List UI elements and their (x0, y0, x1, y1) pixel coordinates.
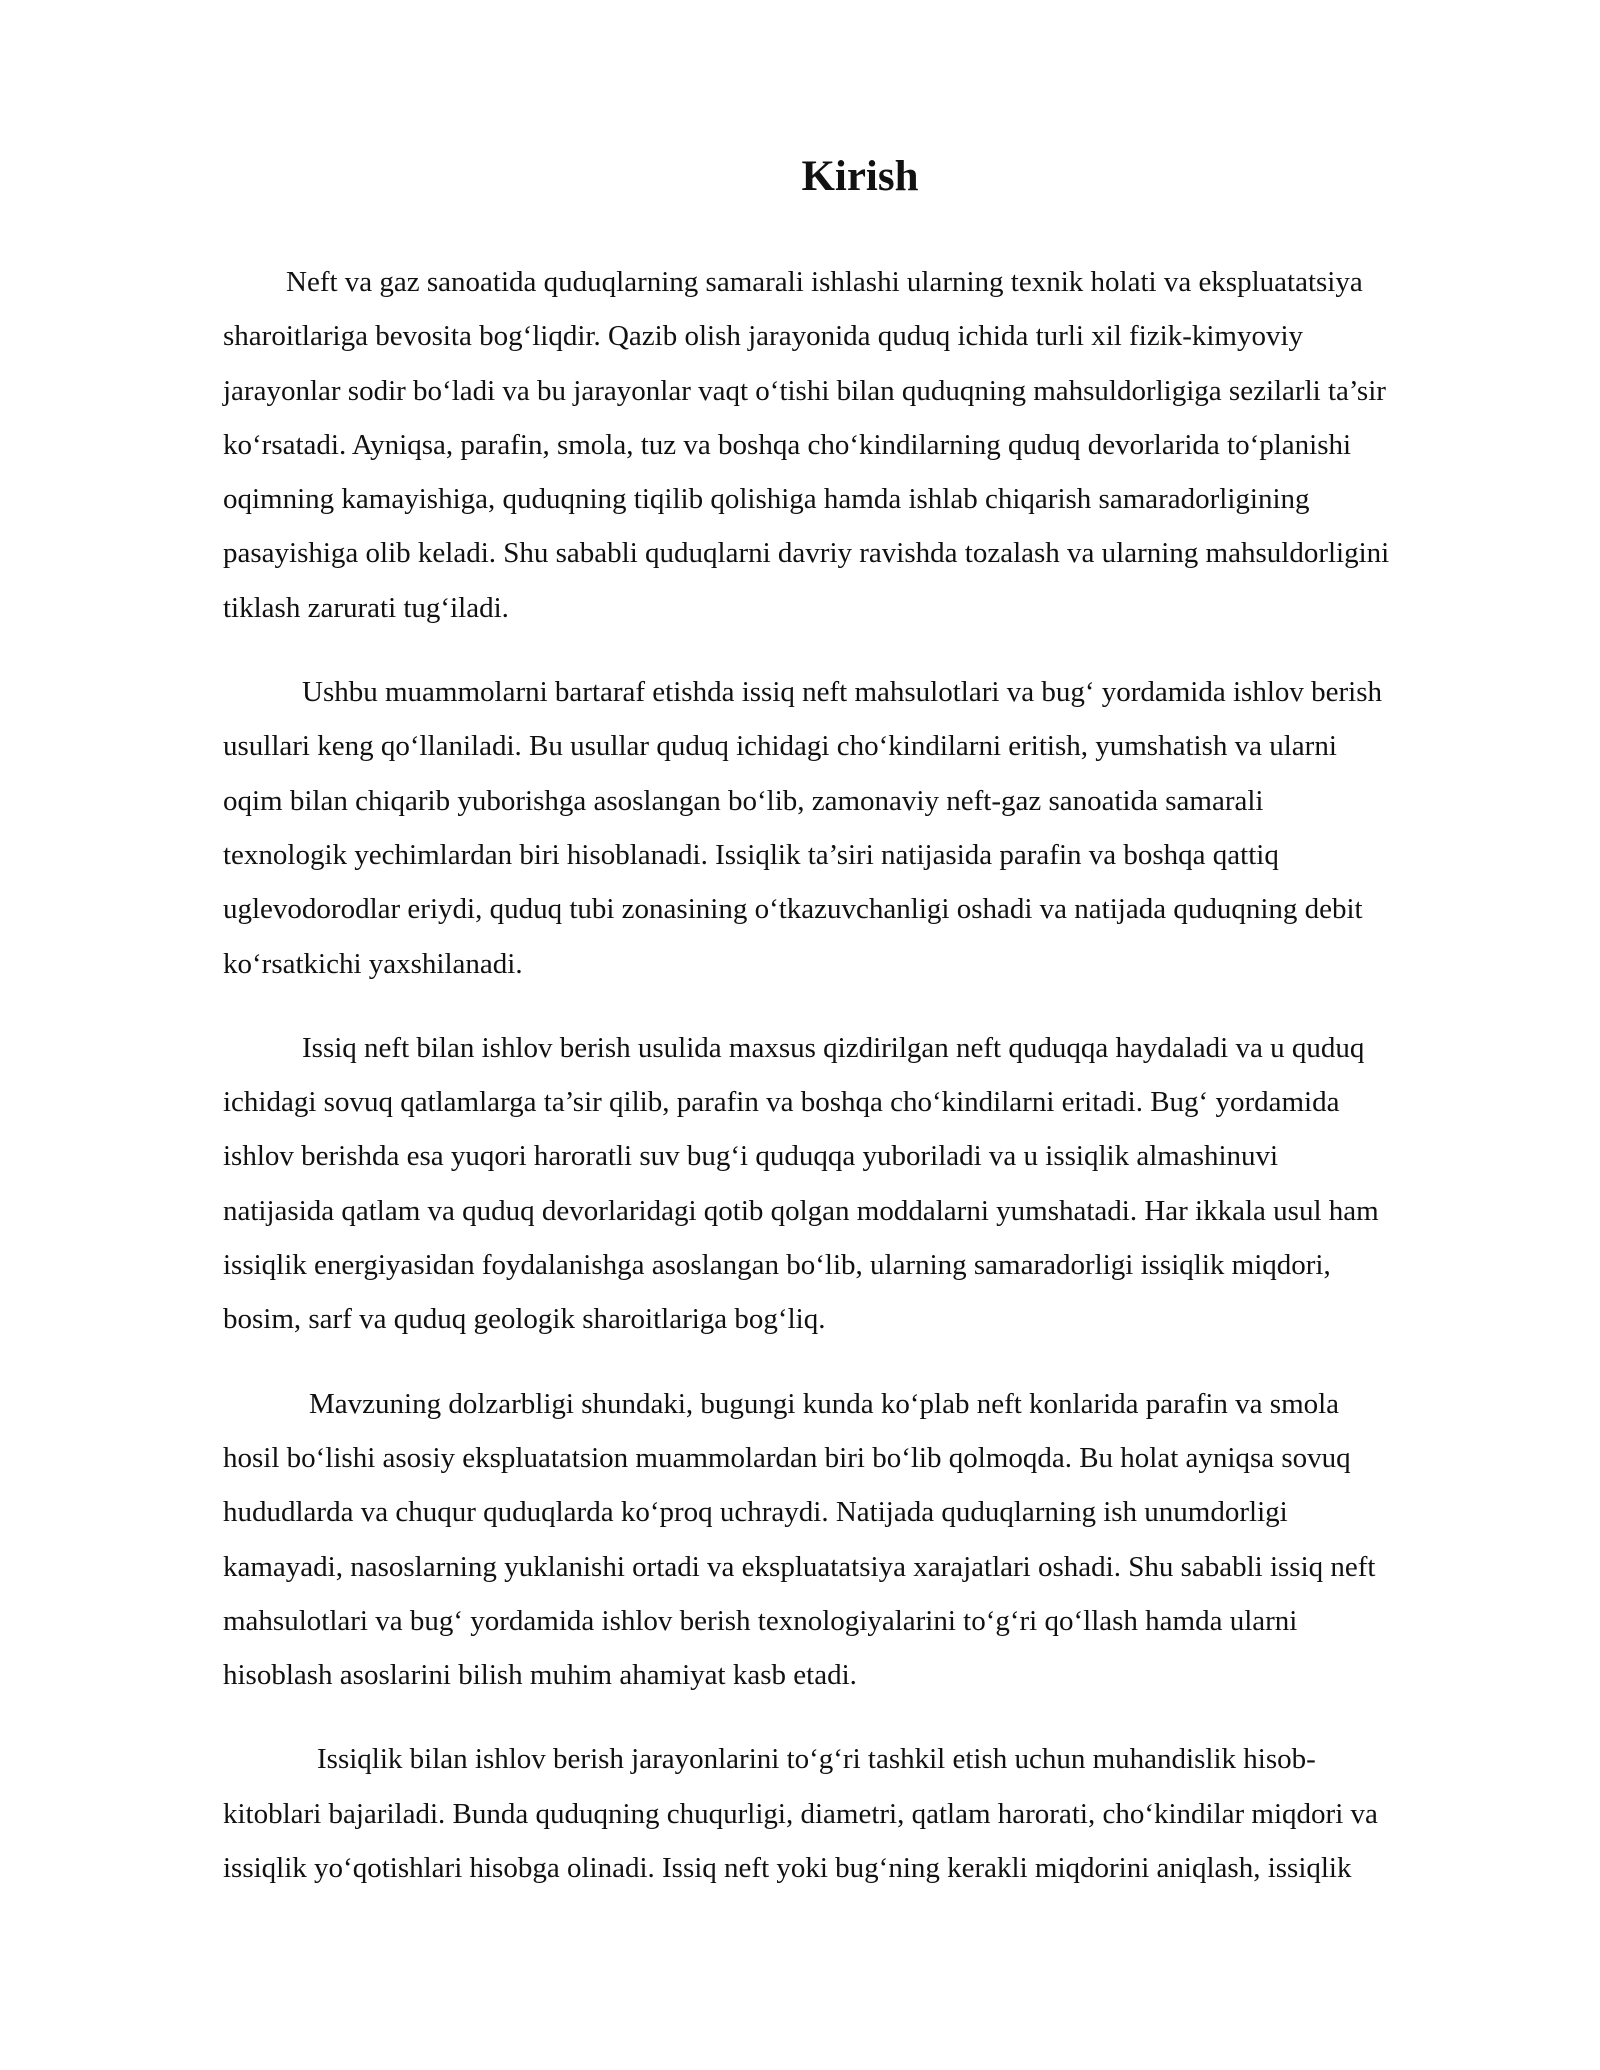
paragraph-2 (223, 665, 1503, 991)
paragraph-3 (223, 1021, 1503, 1347)
text-line: oqimning kamayishiga, quduqning tiqilib qolishiga hamda ishlab chiqarish samaradorligining (223, 483, 1310, 516)
text-line: texnologik yechimlardan biri hisoblanadi. Issiqlik ta’siri natijasida parafin va boshqa qattiq (223, 838, 1279, 871)
text-line: ko‘rsatadi. Ayniqsa, parafin, smola, tuz va boshqa cho‘kindilarning quduq devorlarida to‘planishi (223, 428, 1352, 461)
text-line: pasayishiga olib keladi. Shu sababli quduqlarni davriy ravishda tozalash va ularning mahsuldorligini (223, 537, 1390, 570)
paragraph-5 (223, 1732, 1503, 1895)
text-line: natijasida qatlam va quduq devorlaridagi qotib qolgan moddalarni yumshatadi. Har ikkala usul ham (223, 1194, 1379, 1227)
text-line: tiklash zarurati tug‘iladi. (223, 591, 509, 624)
text-line: issiqlik yo‘qotishlari hisobga olinadi. Issiq neft yoki bug‘ning kerakli miqdorini aniqlash, issiqlik (223, 1852, 1352, 1885)
text-line: Mavzuning dolzarbligi shundaki, bugungi kunda ko‘plab neft konlarida parafin va smola (309, 1387, 1340, 1420)
text-line: kitoblari bajariladi. Bunda quduqning chuqurligi, diametri, qatlam harorati, cho‘kindilar miqdori va (223, 1797, 1378, 1830)
text-line: hisoblash asoslarini bilish muhim ahamiyat kasb etadi. (223, 1659, 857, 1692)
text-line: oqim bilan chiqarib yuborishga asoslangan bo‘lib, zamonaviy neft-gaz sanoatida samarali (223, 784, 1264, 817)
text-line: Issiqlik bilan ishlov berish jarayonlarini to‘g‘ri tashkil etish uchun muhandislik hisob- (317, 1743, 1316, 1776)
text-line: ichidagi sovuq qatlamlarga ta’sir qilib, parafin va boshqa cho‘kindilarni eritadi. Bug‘ yordamida (223, 1086, 1340, 1119)
page-title: Kirish (801, 153, 919, 200)
text-line: bosim, sarf va quduq geologik sharoitlariga bog‘liq. (223, 1303, 826, 1336)
paragraph-1 (223, 255, 1503, 635)
text-line: usullari keng qo‘llaniladi. Bu usullar quduq ichidagi cho‘kindilarni eritish, yumshatish va ularni (223, 730, 1337, 763)
paragraph-4 (223, 1377, 1503, 1703)
text-line: mahsulotlari va bug‘ yordamida ishlov berish texnologiyalarini to‘g‘ri qo‘llash hamda ularni (223, 1604, 1298, 1637)
text-line: ko‘rsatkichi yaxshilanadi. (223, 947, 523, 980)
text-line: sharoitlariga bevosita bog‘liqdir. Qazib olish jarayonida quduq ichida turli xil fizik-kimyoviy (223, 320, 1304, 353)
text-line: hududlarda va chuqur quduqlarda ko‘proq uchraydi. Natijada quduqlarning ish unumdorligi (223, 1496, 1288, 1529)
text-line: issiqlik energiyasidan foydalanishga asoslangan bo‘lib, ularning samaradorligi issiqlik miqdori, (223, 1249, 1331, 1282)
document-body (223, 255, 1503, 1925)
text-line: Ushbu muammolarni bartaraf etishda issiq neft mahsulotlari va bug‘ yordamida ishlov berish (302, 676, 1383, 709)
text-line: uglevodorodlar eriydi, quduq tubi zonasining o‘tkazuvchanligi oshadi va natijada quduqning debit (223, 893, 1363, 926)
text-line: jarayonlar sodir bo‘ladi va bu jarayonlar vaqt o‘tishi bilan quduqning mahsuldorligiga sezilarli ta’sir (223, 374, 1386, 407)
text-line: kamayadi, nasoslarning yuklanishi ortadi va ekspluatatsiya xarajatlari oshadi. Shu sababli issiq neft (223, 1550, 1376, 1583)
text-line: Neft va gaz sanoatida quduqlarning samarali ishlashi ularning texnik holati va ekspluatatsiya (286, 266, 1363, 298)
text-line: hosil bo‘lishi asosiy ekspluatatsion muammolardan biri bo‘lib qolmoqda. Bu holat ayniqsa sovuq (223, 1441, 1351, 1474)
text-line: ishlov berishda esa yuqori haroratli suv bug‘i quduqqa yuboriladi va u issiqlik almashinuvi (223, 1140, 1279, 1173)
text-line: Issiq neft bilan ishlov berish usulida maxsus qizdirilgan neft quduqqa haydaladi va u quduq (302, 1031, 1365, 1064)
